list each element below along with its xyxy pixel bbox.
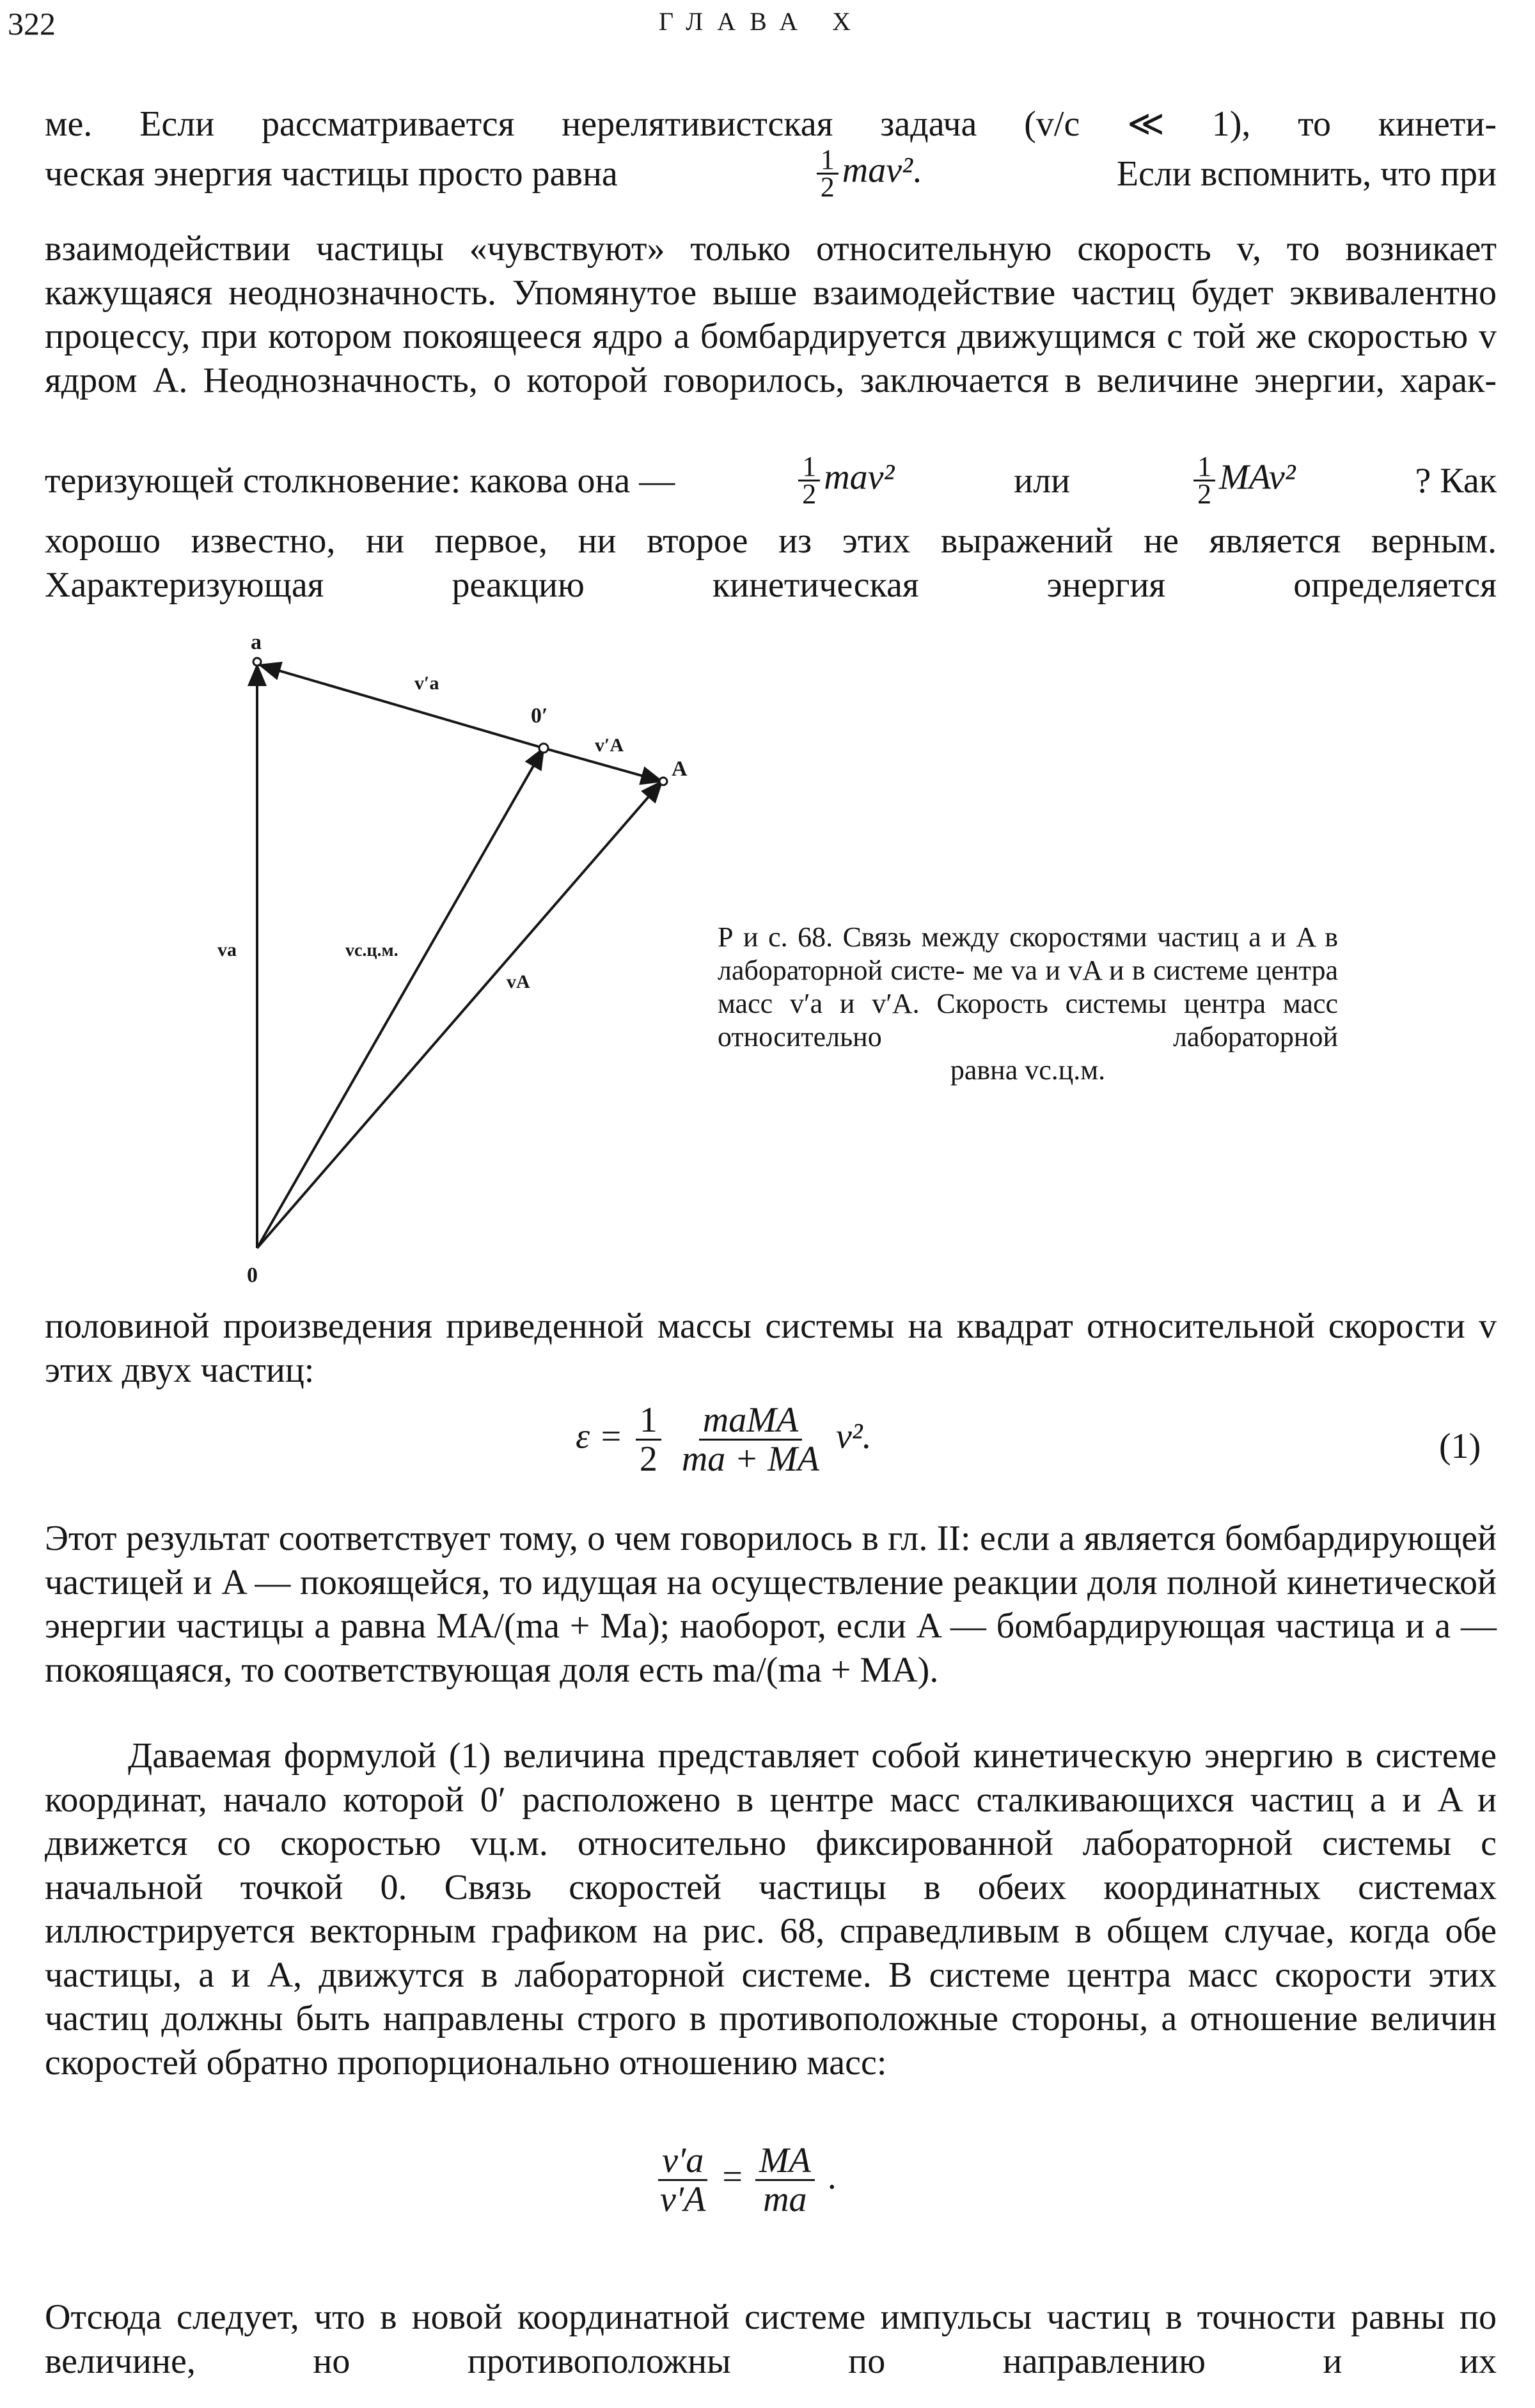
- point-A-dot: [659, 778, 667, 785]
- caption-line: v′a и v′A. Скорость системы центра: [789, 988, 1266, 1019]
- fraction-denominator: ma + MA: [681, 1439, 819, 1479]
- formula-term: mav²: [842, 150, 913, 191]
- paragraph-block: [45, 1517, 1497, 1692]
- vector-v-a-prime: [260, 665, 544, 748]
- fraction-numerator: MA: [755, 2142, 815, 2181]
- figure-68-vector-diagram: [211, 627, 697, 1298]
- vector-v-cm: [257, 748, 544, 1248]
- page-number: 322: [8, 6, 56, 42]
- fraction: [817, 144, 838, 203]
- label-v-cm: vс.ц.м.: [345, 941, 398, 960]
- paragraph-block: [45, 519, 1497, 607]
- fraction-denominator: 2: [1197, 478, 1212, 510]
- label-v-A: vA: [507, 971, 530, 992]
- fraction-numerator: 1: [817, 147, 838, 175]
- fraction: [678, 1402, 823, 1478]
- paragraph-block: [45, 2295, 1497, 2383]
- text-run: Даваемая формулой (1) величина представляет собой кинетическую энергию в системе координат, начало которой 0′ расположено в центре масс сталкивающихся частиц a и A и движется со скоростью vц.м. относительно фиксированной лабораторной системы с начальной точкой 0. Связь скоростей частицы в обеих координатных системах иллюстрируется векторным графиком на рис. 68, справедливым в общем случае, когда обе частицы, a и A, движутся в лабораторной системе. В системе центра масс скорости этих частиц должны быть направлены строго в противоположные стороны, а отношение величин скоростей обратно пропорционально отношению масс:: [45, 1736, 1497, 2083]
- caption-line: ме va и vA и в системе центра масс: [718, 955, 1339, 1019]
- formula-term: mav²: [824, 457, 895, 497]
- text-run: теризующей столкновение: какова она —: [45, 460, 675, 501]
- text-run: хорошо известно, ни первое, ни второе из этих выражений не является верным. Характеризующая реакцию кинетическая энергия определяется: [45, 521, 1497, 605]
- fraction: [656, 2142, 709, 2218]
- fraction-numerator: 1: [636, 1402, 661, 1441]
- running-head: ГЛАВА X: [659, 7, 865, 36]
- caption-line: Р и с. 68. Связь между скоростями: [718, 921, 1147, 953]
- text-run: Отсюда следует, что в новой координатной системе импульсы частиц в точности равны по величине, но противоположны по направлению и их: [45, 2297, 1497, 2381]
- fraction: [636, 1402, 661, 1478]
- caption-line: равна vс.ц.м.: [950, 1054, 1106, 1086]
- text-run: Этот результат соответствует тому, о чем говорилось в гл. II: если a является бомбардирующей частицей и A — покоящейся, то идущая на осуществление реакции доля полной кинетической энергии частицы a равна MA/(ma + Ma); наоборот, если A — бомбардирующая частица и a — покоящаяся, то соответствующая доля есть ma/(ma + MA).: [45, 1519, 1497, 1690]
- paragraph-line: [45, 451, 1497, 510]
- point-o-prime: [539, 744, 548, 753]
- caption-line: масс относительно лабораторной: [718, 988, 1339, 1052]
- fraction-numerator: maMA: [699, 1402, 802, 1441]
- vector-v-A: [257, 781, 662, 1248]
- fraction-numerator: v′a: [658, 2142, 707, 2181]
- caption-line: частиц a и A в лабораторной систе-: [718, 921, 1338, 986]
- paragraph-line: [45, 144, 1497, 203]
- inline-formula: [794, 451, 895, 510]
- text-run: или: [1014, 460, 1071, 501]
- paragraph-block: [45, 1734, 1497, 2084]
- label-v-A-prime: v′A: [595, 735, 624, 756]
- fraction-denominator: v′A: [660, 2180, 706, 2219]
- inline-formula: [1190, 451, 1296, 510]
- formula-term: .: [827, 2157, 837, 2197]
- label-point-a: a: [251, 630, 262, 654]
- equals-sign: =: [722, 2157, 743, 2197]
- fraction-denominator: 2: [639, 1439, 657, 1479]
- fraction-denominator: 2: [802, 478, 817, 510]
- formula-term: ε =: [576, 1416, 632, 1457]
- inline-formula: $\frac{1}{2}$ mav².: [813, 147, 922, 200]
- formula-term: v².: [835, 1416, 872, 1457]
- text-run: ческая энергия частицы просто равна: [45, 153, 618, 194]
- paragraph-block: [45, 1304, 1497, 1392]
- ratio-equation: [652, 2142, 837, 2218]
- fraction: [755, 2142, 815, 2218]
- text-run: ? Как: [1415, 460, 1497, 501]
- fraction-denominator: ma: [763, 2180, 807, 2219]
- equation-number: (1): [1439, 1427, 1481, 1466]
- label-point-A: A: [672, 757, 688, 781]
- paragraph-block: [45, 227, 1497, 446]
- fraction: [798, 451, 820, 510]
- label-v-a: va: [217, 939, 237, 960]
- fraction: [1193, 451, 1215, 510]
- text-run: половиной произведения приведенной массы системы на квадрат относительной скорости v этих двух частиц:: [45, 1306, 1497, 1390]
- label-point-o: 0: [247, 1263, 258, 1287]
- paragraph-line: [45, 102, 1497, 146]
- fraction-denominator: 2: [820, 171, 835, 203]
- label-point-o-prime: 0′: [531, 704, 548, 728]
- figure-caption: [718, 921, 1338, 1087]
- fraction-numerator: 1: [798, 454, 820, 481]
- text-run: Если вспомнить, что при: [1116, 153, 1497, 194]
- text-run: взаимодействии частицы «чувствуют» только относительную скорость v, то возникает кажущаяся неоднозначность. Упомянутое выше взаимодействие частиц будет эквивалентно процессу, при котором покоящееся ядро a бомбардируется движущимся с той же скоростью v ядром A. Неоднозначность, о которой говорилось, заключается в величине энергии, харак-: [45, 229, 1497, 400]
- equation-1: [576, 1402, 872, 1478]
- formula-term: MAv²: [1219, 457, 1296, 497]
- point-a-dot: [253, 658, 261, 666]
- fraction-numerator: 1: [1193, 454, 1215, 481]
- text-run: ме. Если рассматривается нерелятивистская задача (v/c ≪ 1), то кинети-: [45, 104, 1497, 144]
- label-v-a-prime: v′a: [414, 673, 439, 694]
